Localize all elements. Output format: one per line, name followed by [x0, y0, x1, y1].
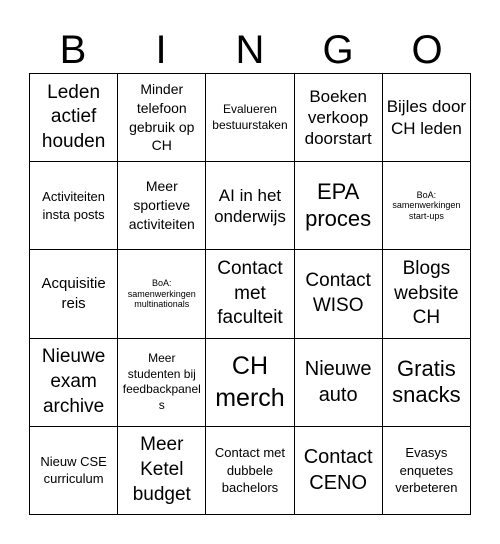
bingo-cell[interactable] — [30, 338, 118, 426]
bingo-cell-text: Minder telefoon gebruik op CH — [129, 80, 195, 154]
bingo-cell-text: Leden actief houden — [41, 81, 106, 152]
header-letter-b: B — [59, 28, 87, 72]
bingo-cell-text: BoA: samenwerkingen start-ups — [392, 189, 461, 222]
bingo-cell[interactable] — [294, 162, 382, 250]
bingo-cell[interactable] — [118, 338, 206, 426]
bingo-cell-text: AI in het onderwijs — [214, 185, 286, 226]
bingo-cell-text: Activiteiten insta posts — [42, 189, 106, 222]
bingo-cell[interactable] — [382, 74, 470, 162]
bingo-cell[interactable] — [206, 426, 294, 514]
bingo-cell[interactable] — [294, 426, 382, 514]
bingo-cell-text: Bijles door CH leden — [386, 97, 467, 138]
bingo-cell[interactable] — [118, 250, 206, 338]
bingo-cell-text: Contact CENO — [303, 446, 373, 495]
bingo-cell[interactable] — [382, 250, 470, 338]
bingo-cell[interactable] — [382, 338, 470, 426]
bingo-cell-text: CH merch — [215, 351, 285, 413]
bingo-cell[interactable] — [118, 162, 206, 250]
bingo-cell[interactable] — [382, 426, 470, 514]
bingo-cell-text: Nieuwe auto — [304, 358, 372, 407]
bingo-row — [30, 426, 471, 514]
bingo-cell-text: Nieuwe exam archive — [41, 346, 106, 417]
bingo-cell-text: Acquisitie reis — [41, 274, 106, 312]
bingo-cell-text: Contact met dubbele bachelors — [214, 445, 286, 496]
bingo-cell[interactable] — [118, 426, 206, 514]
bingo-cell[interactable] — [30, 162, 118, 250]
bingo-cell[interactable] — [206, 250, 294, 338]
bingo-cell[interactable] — [382, 162, 470, 250]
bingo-cell[interactable] — [206, 338, 294, 426]
bingo-cell-text: Meer Ketel budget — [132, 434, 191, 505]
bingo-cell-text: Gratis snacks — [392, 355, 461, 408]
bingo-row — [30, 250, 471, 338]
header-letter-i: I — [155, 28, 167, 72]
bingo-cell-text: Blogs website CH — [394, 257, 459, 329]
bingo-board — [29, 73, 471, 515]
bingo-row — [30, 162, 471, 250]
bingo-cell[interactable] — [206, 74, 294, 162]
bingo-cell-text: Meer sportieve activiteiten — [128, 178, 195, 233]
header-letter-o: O — [411, 28, 443, 72]
bingo-cell-text: Contact met faculteit — [217, 257, 283, 329]
bingo-cell[interactable] — [206, 162, 294, 250]
bingo-cell-text: BoA: samenwerkingen multinationals — [127, 277, 196, 310]
header-letter-n: N — [235, 28, 265, 72]
bingo-cell[interactable] — [118, 74, 206, 162]
bingo-row — [30, 338, 471, 426]
bingo-cell-text: Evalueren bestuurstaken — [212, 102, 288, 132]
bingo-cell[interactable] — [30, 426, 118, 514]
bingo-cell-text: Meer studenten bij feedbackpanels — [122, 350, 201, 412]
bingo-cell-text: Nieuw CSE curriculum — [40, 453, 107, 487]
bingo-row — [30, 74, 471, 162]
bingo-cell[interactable] — [294, 250, 382, 338]
bingo-header — [29, 28, 471, 72]
bingo-cell-text: Evasys enquetes verbeteren — [395, 445, 458, 496]
bingo-cell-text: Boeken verkoop doorstart — [304, 86, 372, 149]
bingo-cell[interactable] — [30, 250, 118, 338]
header-letter-g: G — [322, 28, 354, 72]
bingo-cell[interactable] — [294, 74, 382, 162]
bingo-cell[interactable] — [30, 74, 118, 162]
bingo-cell-text: EPA proces — [305, 179, 372, 231]
bingo-cell[interactable] — [294, 338, 382, 426]
bingo-cell-text: Contact WISO — [305, 270, 371, 316]
